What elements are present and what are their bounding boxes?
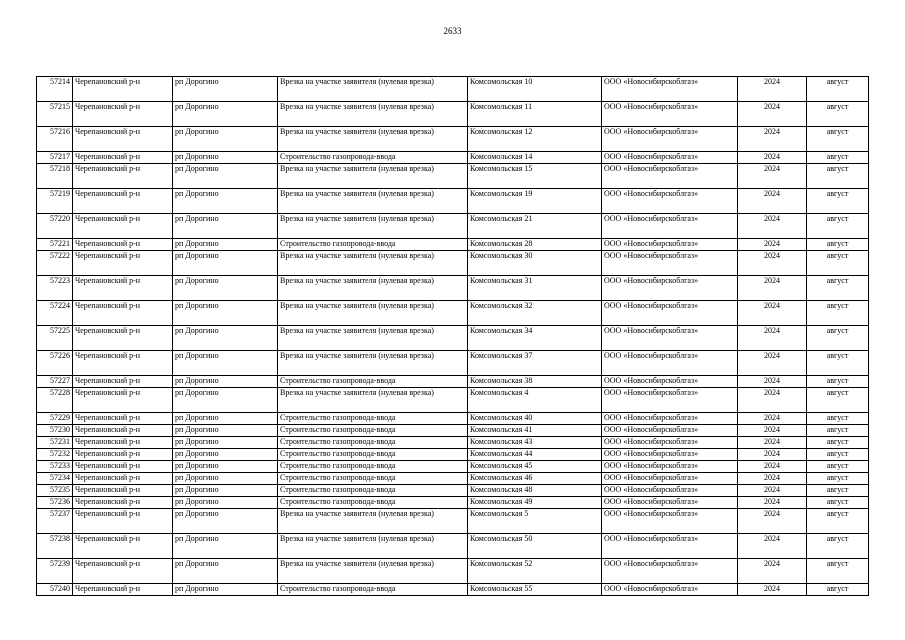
year-cell: 2024 bbox=[738, 351, 807, 376]
district-cell: Черепановский р-н bbox=[73, 497, 173, 509]
work-type-cell: Строительство газопровода-ввода bbox=[278, 239, 468, 251]
month-cell: август bbox=[807, 102, 869, 127]
table-row bbox=[37, 301, 869, 326]
row-id-cell: 57219 bbox=[37, 189, 73, 214]
settlement-cell: рп Дорогино bbox=[173, 485, 278, 497]
organization-cell: ООО «Новосибирскоблгаз» bbox=[602, 351, 738, 376]
month-cell: август bbox=[807, 559, 869, 584]
row-id-cell: 57230 bbox=[37, 425, 73, 437]
address-cell: Комсомольская 52 bbox=[468, 559, 602, 584]
settlement-cell: рп Дорогино bbox=[173, 376, 278, 388]
row-id-cell: 57238 bbox=[37, 534, 73, 559]
table-row bbox=[37, 388, 869, 413]
settlement-cell: рп Дорогино bbox=[173, 251, 278, 276]
month-cell: август bbox=[807, 77, 869, 102]
row-id-cell: 57214 bbox=[37, 77, 73, 102]
settlement-cell: рп Дорогино bbox=[173, 413, 278, 425]
organization-cell: ООО «Новосибирскоблгаз» bbox=[602, 425, 738, 437]
district-cell: Черепановский р-н bbox=[73, 388, 173, 413]
settlement-cell: рп Дорогино bbox=[173, 326, 278, 351]
organization-cell: ООО «Новосибирскоблгаз» bbox=[602, 413, 738, 425]
year-cell: 2024 bbox=[738, 449, 807, 461]
year-cell: 2024 bbox=[738, 152, 807, 164]
work-type-cell: Врезка на участке заявителя (нулевая врезка) bbox=[278, 301, 468, 326]
organization-cell: ООО «Новосибирскоблгаз» bbox=[602, 239, 738, 251]
address-cell: Комсомольская 50 bbox=[468, 534, 602, 559]
district-cell: Черепановский р-н bbox=[73, 102, 173, 127]
organization-cell: ООО «Новосибирскоблгаз» bbox=[602, 127, 738, 152]
table-row bbox=[37, 276, 869, 301]
month-cell: август bbox=[807, 584, 869, 596]
organization-cell: ООО «Новосибирскоблгаз» bbox=[602, 376, 738, 388]
organization-cell: ООО «Новосибирскоблгаз» bbox=[602, 276, 738, 301]
settlement-cell: рп Дорогино bbox=[173, 497, 278, 509]
row-id-cell: 57233 bbox=[37, 461, 73, 473]
year-cell: 2024 bbox=[738, 239, 807, 251]
settlement-cell: рп Дорогино bbox=[173, 559, 278, 584]
year-cell: 2024 bbox=[738, 301, 807, 326]
year-cell: 2024 bbox=[738, 461, 807, 473]
year-cell: 2024 bbox=[738, 485, 807, 497]
month-cell: август bbox=[807, 388, 869, 413]
year-cell: 2024 bbox=[738, 584, 807, 596]
month-cell: август bbox=[807, 301, 869, 326]
address-cell: Комсомольская 37 bbox=[468, 351, 602, 376]
address-cell: Комсомольская 46 bbox=[468, 473, 602, 485]
work-type-cell: Врезка на участке заявителя (нулевая врезка) bbox=[278, 534, 468, 559]
year-cell: 2024 bbox=[738, 388, 807, 413]
district-cell: Черепановский р-н bbox=[73, 425, 173, 437]
work-type-cell: Врезка на участке заявителя (нулевая врезка) bbox=[278, 388, 468, 413]
year-cell: 2024 bbox=[738, 214, 807, 239]
year-cell: 2024 bbox=[738, 77, 807, 102]
table-row bbox=[37, 152, 869, 164]
address-cell: Комсомольская 5 bbox=[468, 509, 602, 534]
work-type-cell: Врезка на участке заявителя (нулевая врезка) bbox=[278, 559, 468, 584]
address-cell: Комсомольская 11 bbox=[468, 102, 602, 127]
organization-cell: ООО «Новосибирскоблгаз» bbox=[602, 326, 738, 351]
district-cell: Черепановский р-н bbox=[73, 326, 173, 351]
address-cell: Комсомольская 14 bbox=[468, 152, 602, 164]
work-type-cell: Врезка на участке заявителя (нулевая врезка) bbox=[278, 164, 468, 189]
work-type-cell: Врезка на участке заявителя (нулевая врезка) bbox=[278, 326, 468, 351]
year-cell: 2024 bbox=[738, 497, 807, 509]
month-cell: август bbox=[807, 152, 869, 164]
district-cell: Черепановский р-н bbox=[73, 437, 173, 449]
month-cell: август bbox=[807, 449, 869, 461]
district-cell: Черепановский р-н bbox=[73, 351, 173, 376]
row-id-cell: 57231 bbox=[37, 437, 73, 449]
settlement-cell: рп Дорогино bbox=[173, 239, 278, 251]
address-cell: Комсомольская 19 bbox=[468, 189, 602, 214]
work-type-cell: Врезка на участке заявителя (нулевая врезка) bbox=[278, 189, 468, 214]
table-body bbox=[37, 77, 869, 596]
settlement-cell: рп Дорогино bbox=[173, 164, 278, 189]
address-cell: Комсомольская 43 bbox=[468, 437, 602, 449]
work-type-cell: Врезка на участке заявителя (нулевая врезка) bbox=[278, 251, 468, 276]
work-type-cell: Строительство газопровода-ввода bbox=[278, 461, 468, 473]
row-id-cell: 57232 bbox=[37, 449, 73, 461]
table-row bbox=[37, 509, 869, 534]
address-cell: Комсомольская 41 bbox=[468, 425, 602, 437]
address-cell: Комсомольская 10 bbox=[468, 77, 602, 102]
year-cell: 2024 bbox=[738, 413, 807, 425]
settlement-cell: рп Дорогино bbox=[173, 152, 278, 164]
row-id-cell: 57234 bbox=[37, 473, 73, 485]
settlement-cell: рп Дорогино bbox=[173, 509, 278, 534]
month-cell: август bbox=[807, 276, 869, 301]
district-cell: Черепановский р-н bbox=[73, 559, 173, 584]
settlement-cell: рп Дорогино bbox=[173, 425, 278, 437]
district-cell: Черепановский р-н bbox=[73, 473, 173, 485]
table-row bbox=[37, 164, 869, 189]
district-cell: Черепановский р-н bbox=[73, 461, 173, 473]
gas-works-table bbox=[36, 76, 869, 596]
settlement-cell: рп Дорогино bbox=[173, 534, 278, 559]
work-type-cell: Врезка на участке заявителя (нулевая врезка) bbox=[278, 276, 468, 301]
address-cell: Комсомольская 28 bbox=[468, 239, 602, 251]
organization-cell: ООО «Новосибирскоблгаз» bbox=[602, 509, 738, 534]
month-cell: август bbox=[807, 497, 869, 509]
address-cell: Комсомольская 40 bbox=[468, 413, 602, 425]
month-cell: август bbox=[807, 326, 869, 351]
row-id-cell: 57221 bbox=[37, 239, 73, 251]
month-cell: август bbox=[807, 189, 869, 214]
table-row bbox=[37, 189, 869, 214]
year-cell: 2024 bbox=[738, 509, 807, 534]
month-cell: август bbox=[807, 437, 869, 449]
table-row bbox=[37, 413, 869, 425]
organization-cell: ООО «Новосибирскоблгаз» bbox=[602, 534, 738, 559]
district-cell: Черепановский р-н bbox=[73, 214, 173, 239]
table-row bbox=[37, 251, 869, 276]
month-cell: август bbox=[807, 351, 869, 376]
settlement-cell: рп Дорогино bbox=[173, 473, 278, 485]
month-cell: август bbox=[807, 164, 869, 189]
work-type-cell: Строительство газопровода-ввода bbox=[278, 437, 468, 449]
table-row bbox=[37, 351, 869, 376]
settlement-cell: рп Дорогино bbox=[173, 351, 278, 376]
month-cell: август bbox=[807, 509, 869, 534]
address-cell: Комсомольская 31 bbox=[468, 276, 602, 301]
row-id-cell: 57224 bbox=[37, 301, 73, 326]
address-cell: Комсомольская 49 bbox=[468, 497, 602, 509]
year-cell: 2024 bbox=[738, 127, 807, 152]
district-cell: Черепановский р-н bbox=[73, 376, 173, 388]
work-type-cell: Строительство газопровода-ввода bbox=[278, 449, 468, 461]
address-cell: Комсомольская 48 bbox=[468, 485, 602, 497]
work-type-cell: Строительство газопровода-ввода bbox=[278, 376, 468, 388]
address-cell: Комсомольская 44 bbox=[468, 449, 602, 461]
row-id-cell: 57235 bbox=[37, 485, 73, 497]
organization-cell: ООО «Новосибирскоблгаз» bbox=[602, 102, 738, 127]
settlement-cell: рп Дорогино bbox=[173, 449, 278, 461]
table-row bbox=[37, 461, 869, 473]
address-cell: Комсомольская 34 bbox=[468, 326, 602, 351]
district-cell: Черепановский р-н bbox=[73, 152, 173, 164]
work-type-cell: Строительство газопровода-ввода bbox=[278, 497, 468, 509]
table-row bbox=[37, 534, 869, 559]
work-type-cell: Строительство газопровода-ввода bbox=[278, 413, 468, 425]
organization-cell: ООО «Новосибирскоблгаз» bbox=[602, 189, 738, 214]
district-cell: Черепановский р-н bbox=[73, 276, 173, 301]
row-id-cell: 57239 bbox=[37, 559, 73, 584]
district-cell: Черепановский р-н bbox=[73, 189, 173, 214]
table-row bbox=[37, 449, 869, 461]
month-cell: август bbox=[807, 461, 869, 473]
organization-cell: ООО «Новосибирскоблгаз» bbox=[602, 251, 738, 276]
row-id-cell: 57222 bbox=[37, 251, 73, 276]
month-cell: август bbox=[807, 485, 869, 497]
organization-cell: ООО «Новосибирскоблгаз» bbox=[602, 164, 738, 189]
address-cell: Комсомольская 30 bbox=[468, 251, 602, 276]
organization-cell: ООО «Новосибирскоблгаз» bbox=[602, 461, 738, 473]
work-type-cell: Врезка на участке заявителя (нулевая врезка) bbox=[278, 509, 468, 534]
organization-cell: ООО «Новосибирскоблгаз» bbox=[602, 449, 738, 461]
row-id-cell: 57237 bbox=[37, 509, 73, 534]
row-id-cell: 57220 bbox=[37, 214, 73, 239]
work-type-cell: Врезка на участке заявителя (нулевая врезка) bbox=[278, 351, 468, 376]
table-row bbox=[37, 425, 869, 437]
organization-cell: ООО «Новосибирскоблгаз» bbox=[602, 301, 738, 326]
month-cell: август bbox=[807, 127, 869, 152]
organization-cell: ООО «Новосибирскоблгаз» bbox=[602, 437, 738, 449]
district-cell: Черепановский р-н bbox=[73, 449, 173, 461]
organization-cell: ООО «Новосибирскоблгаз» bbox=[602, 473, 738, 485]
table-row bbox=[37, 485, 869, 497]
year-cell: 2024 bbox=[738, 326, 807, 351]
table-row bbox=[37, 584, 869, 596]
table-row bbox=[37, 127, 869, 152]
month-cell: август bbox=[807, 534, 869, 559]
row-id-cell: 57240 bbox=[37, 584, 73, 596]
settlement-cell: рп Дорогино bbox=[173, 77, 278, 102]
work-type-cell: Врезка на участке заявителя (нулевая врезка) bbox=[278, 127, 468, 152]
month-cell: август bbox=[807, 251, 869, 276]
settlement-cell: рп Дорогино bbox=[173, 584, 278, 596]
district-cell: Черепановский р-н bbox=[73, 584, 173, 596]
work-type-cell: Строительство газопровода-ввода bbox=[278, 485, 468, 497]
year-cell: 2024 bbox=[738, 164, 807, 189]
work-type-cell: Врезка на участке заявителя (нулевая врезка) bbox=[278, 102, 468, 127]
address-cell: Комсомольская 38 bbox=[468, 376, 602, 388]
year-cell: 2024 bbox=[738, 102, 807, 127]
work-type-cell: Строительство газопровода-ввода bbox=[278, 584, 468, 596]
district-cell: Черепановский р-н bbox=[73, 77, 173, 102]
district-cell: Черепановский р-н bbox=[73, 413, 173, 425]
row-id-cell: 57227 bbox=[37, 376, 73, 388]
organization-cell: ООО «Новосибирскоблгаз» bbox=[602, 388, 738, 413]
organization-cell: ООО «Новосибирскоблгаз» bbox=[602, 152, 738, 164]
month-cell: август bbox=[807, 473, 869, 485]
row-id-cell: 57228 bbox=[37, 388, 73, 413]
settlement-cell: рп Дорогино bbox=[173, 276, 278, 301]
address-cell: Комсомольская 21 bbox=[468, 214, 602, 239]
settlement-cell: рп Дорогино bbox=[173, 301, 278, 326]
organization-cell: ООО «Новосибирскоблгаз» bbox=[602, 559, 738, 584]
settlement-cell: рп Дорогино bbox=[173, 461, 278, 473]
organization-cell: ООО «Новосибирскоблгаз» bbox=[602, 584, 738, 596]
address-cell: Комсомольская 45 bbox=[468, 461, 602, 473]
month-cell: август bbox=[807, 214, 869, 239]
address-cell: Комсомольская 4 bbox=[468, 388, 602, 413]
row-id-cell: 57236 bbox=[37, 497, 73, 509]
year-cell: 2024 bbox=[738, 276, 807, 301]
address-cell: Комсомольская 55 bbox=[468, 584, 602, 596]
settlement-cell: рп Дорогино bbox=[173, 388, 278, 413]
district-cell: Черепановский р-н bbox=[73, 509, 173, 534]
month-cell: август bbox=[807, 376, 869, 388]
table-row bbox=[37, 497, 869, 509]
district-cell: Черепановский р-н bbox=[73, 301, 173, 326]
address-cell: Комсомольская 15 bbox=[468, 164, 602, 189]
settlement-cell: рп Дорогино bbox=[173, 189, 278, 214]
table-row bbox=[37, 559, 869, 584]
work-type-cell: Строительство газопровода-ввода bbox=[278, 425, 468, 437]
table-row bbox=[37, 77, 869, 102]
organization-cell: ООО «Новосибирскоблгаз» bbox=[602, 497, 738, 509]
year-cell: 2024 bbox=[738, 189, 807, 214]
row-id-cell: 57215 bbox=[37, 102, 73, 127]
organization-cell: ООО «Новосибирскоблгаз» bbox=[602, 214, 738, 239]
page-number: 2633 bbox=[443, 26, 462, 36]
row-id-cell: 57229 bbox=[37, 413, 73, 425]
work-type-cell: Врезка на участке заявителя (нулевая врезка) bbox=[278, 214, 468, 239]
year-cell: 2024 bbox=[738, 251, 807, 276]
address-cell: Комсомольская 32 bbox=[468, 301, 602, 326]
district-cell: Черепановский р-н bbox=[73, 164, 173, 189]
year-cell: 2024 bbox=[738, 425, 807, 437]
month-cell: август bbox=[807, 239, 869, 251]
row-id-cell: 57223 bbox=[37, 276, 73, 301]
table-row bbox=[37, 437, 869, 449]
settlement-cell: рп Дорогино bbox=[173, 102, 278, 127]
work-type-cell: Строительство газопровода-ввода bbox=[278, 152, 468, 164]
settlement-cell: рп Дорогино bbox=[173, 214, 278, 239]
row-id-cell: 57225 bbox=[37, 326, 73, 351]
year-cell: 2024 bbox=[738, 437, 807, 449]
district-cell: Черепановский р-н bbox=[73, 239, 173, 251]
district-cell: Черепановский р-н bbox=[73, 251, 173, 276]
organization-cell: ООО «Новосибирскоблгаз» bbox=[602, 77, 738, 102]
table-row bbox=[37, 473, 869, 485]
address-cell: Комсомольская 12 bbox=[468, 127, 602, 152]
row-id-cell: 57216 bbox=[37, 127, 73, 152]
table-row bbox=[37, 102, 869, 127]
settlement-cell: рп Дорогино bbox=[173, 127, 278, 152]
year-cell: 2024 bbox=[738, 473, 807, 485]
work-type-cell: Врезка на участке заявителя (нулевая врезка) bbox=[278, 77, 468, 102]
year-cell: 2024 bbox=[738, 559, 807, 584]
row-id-cell: 57217 bbox=[37, 152, 73, 164]
organization-cell: ООО «Новосибирскоблгаз» bbox=[602, 485, 738, 497]
row-id-cell: 57218 bbox=[37, 164, 73, 189]
district-cell: Черепановский р-н bbox=[73, 485, 173, 497]
table-row bbox=[37, 214, 869, 239]
year-cell: 2024 bbox=[738, 534, 807, 559]
row-id-cell: 57226 bbox=[37, 351, 73, 376]
district-cell: Черепановский р-н bbox=[73, 534, 173, 559]
year-cell: 2024 bbox=[738, 376, 807, 388]
work-type-cell: Строительство газопровода-ввода bbox=[278, 473, 468, 485]
month-cell: август bbox=[807, 413, 869, 425]
table-row bbox=[37, 239, 869, 251]
district-cell: Черепановский р-н bbox=[73, 127, 173, 152]
settlement-cell: рп Дорогино bbox=[173, 437, 278, 449]
table-row bbox=[37, 376, 869, 388]
month-cell: август bbox=[807, 425, 869, 437]
table-row bbox=[37, 326, 869, 351]
